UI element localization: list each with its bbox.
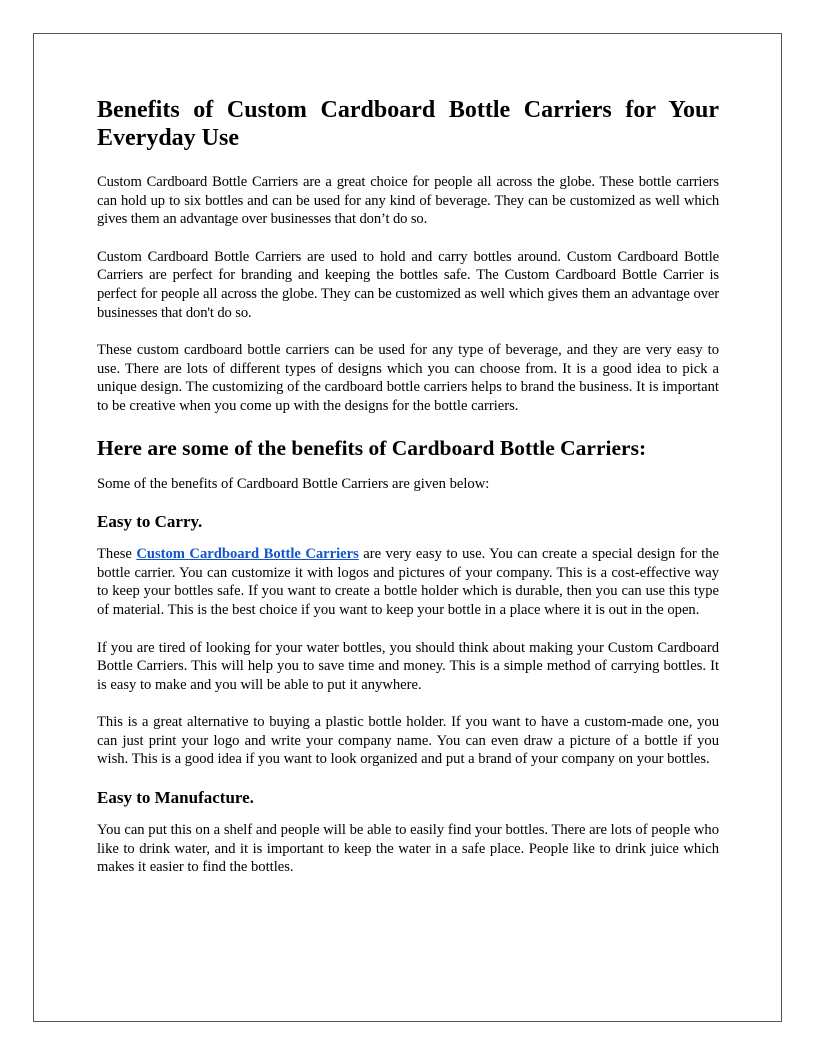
- paragraph-prefix: These: [97, 546, 137, 563]
- benefits-heading: Here are some of the benefits of Cardboard Bottle Carriers:: [97, 435, 647, 460]
- intro-paragraph-2: Custom Cardboard Bottle Carriers are used to hold and carry bottles around. Custom Cardboard Bottle Carriers are perfect for branding and keeping the bottles safe. The Custom Cardboard Bottle Carrier is perfect for people all across the globe. They can be customized as well which gives them an advantage over businesses that don't do so.: [97, 248, 719, 321]
- benefits-intro: Some of the benefits of Cardboard Bottle Carriers are given below:: [97, 475, 490, 492]
- paragraph-suffix: are very easy to use. You can create a special design for the bottle carrier. You can customize it with logos and pictures of your company. This is a cost-effective way to keep your bottles safe. If you want to create a bottle holder which is durable, then you can use this type of material. This is the best choice if you want to keep your bottle in a place where it is out in the open.: [97, 546, 720, 618]
- easy-to-carry-heading: Easy to Carry.: [97, 512, 203, 532]
- easy-to-carry-paragraph-3: This is a great alternative to buying a plastic bottle holder. If you want to have a custom-made one, you can just print your logo and write your company name. You can even draw a picture of a bottle if you wish. This is a good idea if you want to look organized and put a brand of your company on your bottles.: [97, 714, 719, 768]
- easy-to-carry-paragraph-2: If you are tired of looking for your water bottles, you should think about making your Custom Cardboard Bottle Carriers. This will help you to save time and money. This is a simple method of carrying bottles. It is easy to make and you will be able to put it anywhere.: [97, 639, 719, 693]
- easy-to-manufacture-paragraph-1: You can put this on a shelf and people will be able to easily find your bottles. There are lots of people who like to drink water, and it is important to keep the water in a safe place. People like to drink juice which makes it easier to find the bottles.: [97, 822, 719, 876]
- intro-paragraph-1: Custom Cardboard Bottle Carriers are a great choice for people all across the globe. These bottle carriers can hold up to six bottles and can be used for any kind of beverage. They can be customized as well which gives them an advantage over businesses that don’t do so.: [97, 174, 719, 228]
- custom-cardboard-bottle-carriers-link[interactable]: Custom Cardboard Bottle Carriers: [136, 546, 359, 563]
- article-title: Benefits of Custom Cardboard Bottle Carriers for Your Everyday Use: [97, 97, 719, 151]
- intro-paragraph-3: These custom cardboard bottle carriers can be used for any type of beverage, and they are very easy to use. There are lots of different types of designs which you can choose from. It is a good idea to pick a unique design. The customizing of the cardboard bottle carriers helps to brand the business. It is important to be creative when you come up with the designs for the bottle carriers.: [97, 342, 719, 414]
- easy-to-manufacture-heading: Easy to Manufacture.: [97, 788, 254, 808]
- easy-to-carry-paragraph-1: [97, 545, 719, 619]
- document-body: [97, 96, 719, 896]
